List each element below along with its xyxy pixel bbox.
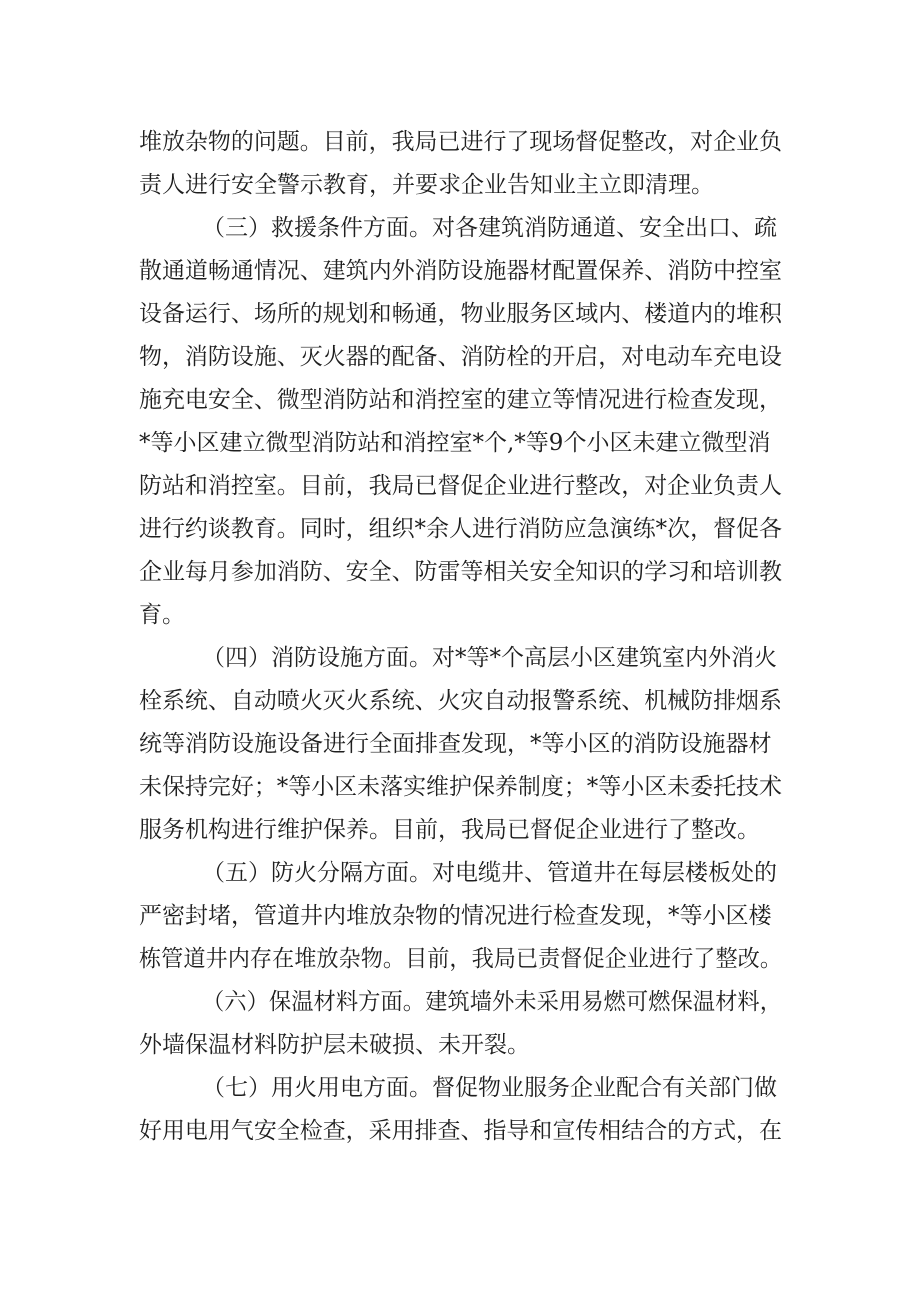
text-line <box>0 1068 920 1108</box>
text-line <box>0 982 920 1022</box>
line-text: 散通道畅通情况、建筑内外消防设施器材配置保养、消防中控室 <box>139 258 782 284</box>
line-text: （六）保温材料方面。建筑墙外未采用易燃可燃保温材料， <box>202 989 783 1015</box>
text-line <box>0 896 920 936</box>
text-line <box>0 638 920 678</box>
line-text: 育。 <box>139 602 185 628</box>
line-text: 防站和消控室。目前，我局已督促企业进行整改，对企业负责人 <box>139 473 782 499</box>
line-text: （五）防火分隔方面。对电缆井、管道井在每层楼板处的 <box>202 860 777 886</box>
line-text: 设备运行、场所的规划和畅通，物业服务区域内、楼道内的堆积 <box>139 301 782 327</box>
line-text: 统等消防设施设备进行全面排查发现，*等小区的消防设施器材 <box>139 731 772 757</box>
line-text: *等小区建立微型消防站和消控室*个,*等9个小区未建立微型消 <box>139 430 771 456</box>
line-text: （七）用火用电方面。督促物业服务企业配合有关部门做 <box>202 1075 777 1101</box>
text-line <box>0 337 920 377</box>
text-line <box>0 681 920 721</box>
text-line <box>0 251 920 291</box>
text-line <box>0 810 920 850</box>
text-line <box>0 165 920 205</box>
text-line <box>0 853 920 893</box>
text-line <box>0 509 920 549</box>
line-text: 外墙保温材料防护层未破损、未开裂。 <box>139 1032 530 1058</box>
line-text: 未保持完好；*等小区未落实维护保养制度；*等小区未委托技术 <box>139 774 782 800</box>
line-text: 责人进行安全警示教育，并要求企业告知业主立即清理。 <box>139 172 714 198</box>
text-line <box>0 208 920 248</box>
line-text: （三）救援条件方面。对各建筑消防通道、安全出口、疏 <box>202 215 777 241</box>
text-line <box>0 724 920 764</box>
text-line <box>0 466 920 506</box>
text-line <box>0 1111 920 1151</box>
line-text: 栓系统、自动喷火灭火系统、火灾自动报警系统、机械防排烟系 <box>139 688 782 714</box>
line-text: 服务机构进行维护保养。目前，我局已督促企业进行了整改。 <box>139 817 760 843</box>
text-line <box>0 939 920 979</box>
line-text: 施充电安全、微型消防站和消控室的建立等情况进行检查发现， <box>139 387 782 413</box>
text-line <box>0 380 920 420</box>
text-line <box>0 1025 920 1065</box>
text-line <box>0 122 920 162</box>
line-text: 企业每月参加消防、安全、防雷等相关安全知识的学习和培训教 <box>139 559 782 585</box>
line-text: 堆放杂物的问题。目前，我局已进行了现场督促整改，对企业负 <box>139 129 782 155</box>
line-text: 进行约谈教育。同时，组织*余人进行消防应急演练*次，督促各 <box>139 516 782 542</box>
text-line <box>0 767 920 807</box>
text-line <box>0 552 920 592</box>
line-text: 物，消防设施、灭火器的配备、消防栓的开启，对电动车充电设 <box>139 344 782 370</box>
line-text: 严密封堵，管道井内堆放杂物的情况进行检查发现，*等小区楼 <box>139 903 772 929</box>
text-line <box>0 294 920 334</box>
text-line <box>0 595 920 635</box>
line-text: 栋管道井内存在堆放杂物。目前，我局已责督促企业进行了整改。 <box>139 946 782 972</box>
text-line <box>0 423 920 463</box>
line-text: 好用电用气安全检查，采用排查、指导和宣传相结合的方式，在 <box>139 1118 782 1144</box>
line-text: （四）消防设施方面。对*等*个高层小区建筑室内外消火 <box>202 645 777 671</box>
